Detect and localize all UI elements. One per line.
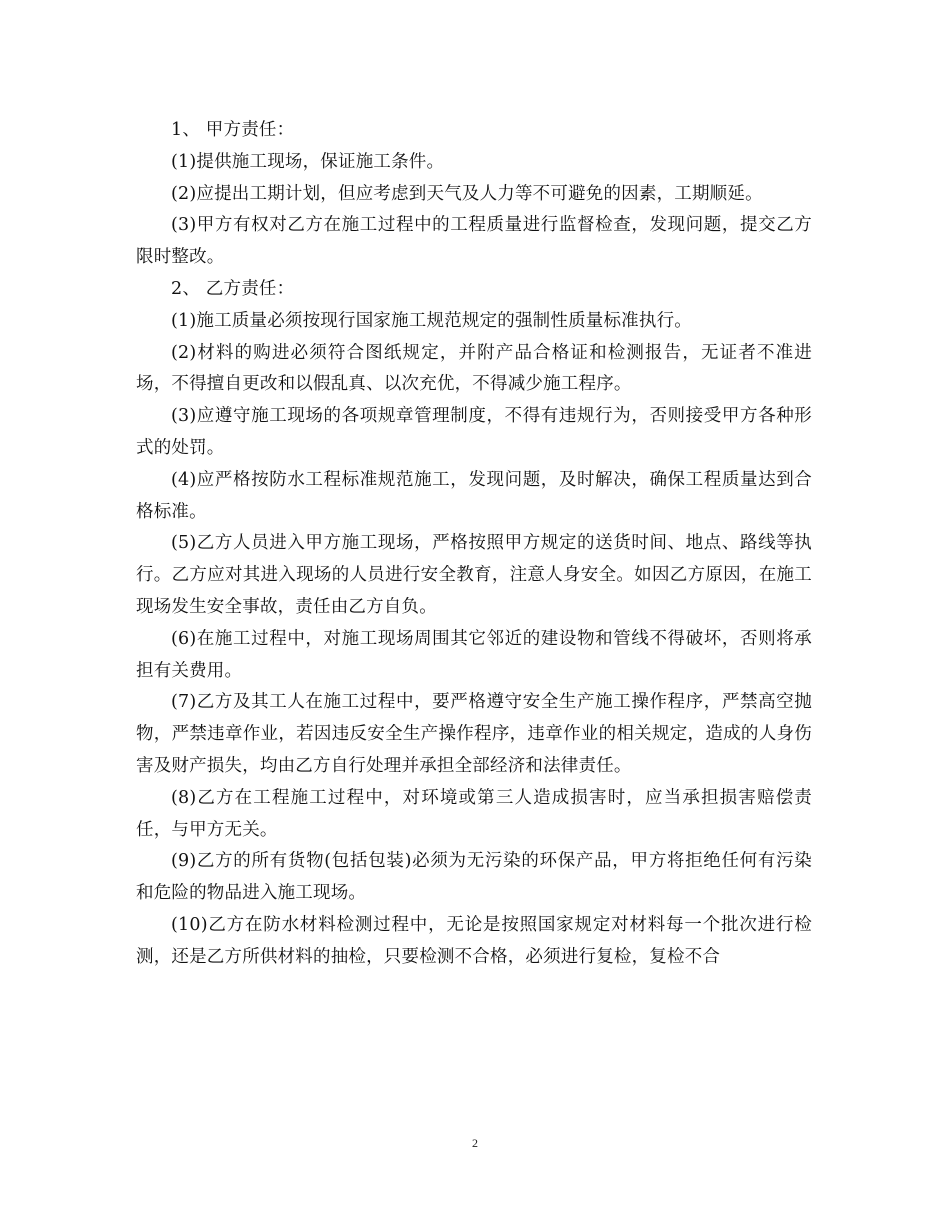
paragraph: (10)乙方在防水材料检测过程中，无论是按照国家规定对材料每一个批次进行检测，还是乙方所供材料的抽检，只要检测不合格，必须进行复检，复检不合	[136, 914, 812, 967]
paragraph: (4)应严格按防水工程标准规范施工，发现问题，及时解决，确保工程质量达到合格标准。	[136, 469, 812, 522]
paragraph: (5)乙方人员进入甲方施工现场，严格按照甲方规定的送货时间、地点、路线等执行。乙方应对其进入现场的人员进行安全教育，注意人身安全。如因乙方原因，在施工现场发生安全事故，责任由乙方自负。	[136, 533, 812, 617]
paragraph: (1)施工质量必须按现行国家施工规范规定的强制性质量标准执行。	[171, 310, 692, 331]
paragraph: (3)应遵守施工现场的各项规章管理制度，不得有违规行为，否则接受甲方各种形式的处罚。	[136, 406, 812, 458]
section-heading-party-b: 2、 乙方责任：	[171, 278, 295, 299]
paragraph: (7)乙方及其工人在施工过程中，要严格遵守安全生产施工操作程序，严禁高空抛物，严禁违章作业，若因违反安全生产操作程序，违章作业的相关规定，造成的人身伤害及财产损失，均由乙方自行处理并承担全部经济和法律责任。	[136, 692, 812, 776]
paragraph: (8)乙方在工程施工过程中，对环境或第三人造成损害时，应当承担损害赔偿责任，与甲方无关。	[136, 787, 812, 840]
paragraph: (1)提供施工现场，保证施工条件。	[171, 151, 445, 172]
section-heading-party-a: 1、 甲方责任：	[171, 120, 295, 140]
paragraph: (2)材料的购进必须符合图纸规定，并附产品合格证和检测报告，无证者不准进场，不得擅自更改和以假乱真、以次充优，不得减少施工程序。	[136, 342, 812, 395]
document-body	[136, 115, 812, 974]
paragraph: (6)在施工过程中，对施工现场周围其它邻近的建设物和管线不得破坏，否则将承担有关费用。	[136, 628, 812, 681]
page-number: 2	[472, 1136, 478, 1150]
paragraph: (9)乙方的所有货物(包括包装)必须为无污染的环保产品，甲方将拒绝任何有污染和危险的物品进入施工现场。	[136, 851, 812, 904]
paragraph: (2)应提出工期计划，但应考虑到天气及人力等不可避免的因素，工期顺延。	[171, 183, 763, 204]
paragraph: (3)甲方有权对乙方在施工过程中的工程质量进行监督检查，发现问题，提交乙方限时整改。	[136, 215, 812, 268]
